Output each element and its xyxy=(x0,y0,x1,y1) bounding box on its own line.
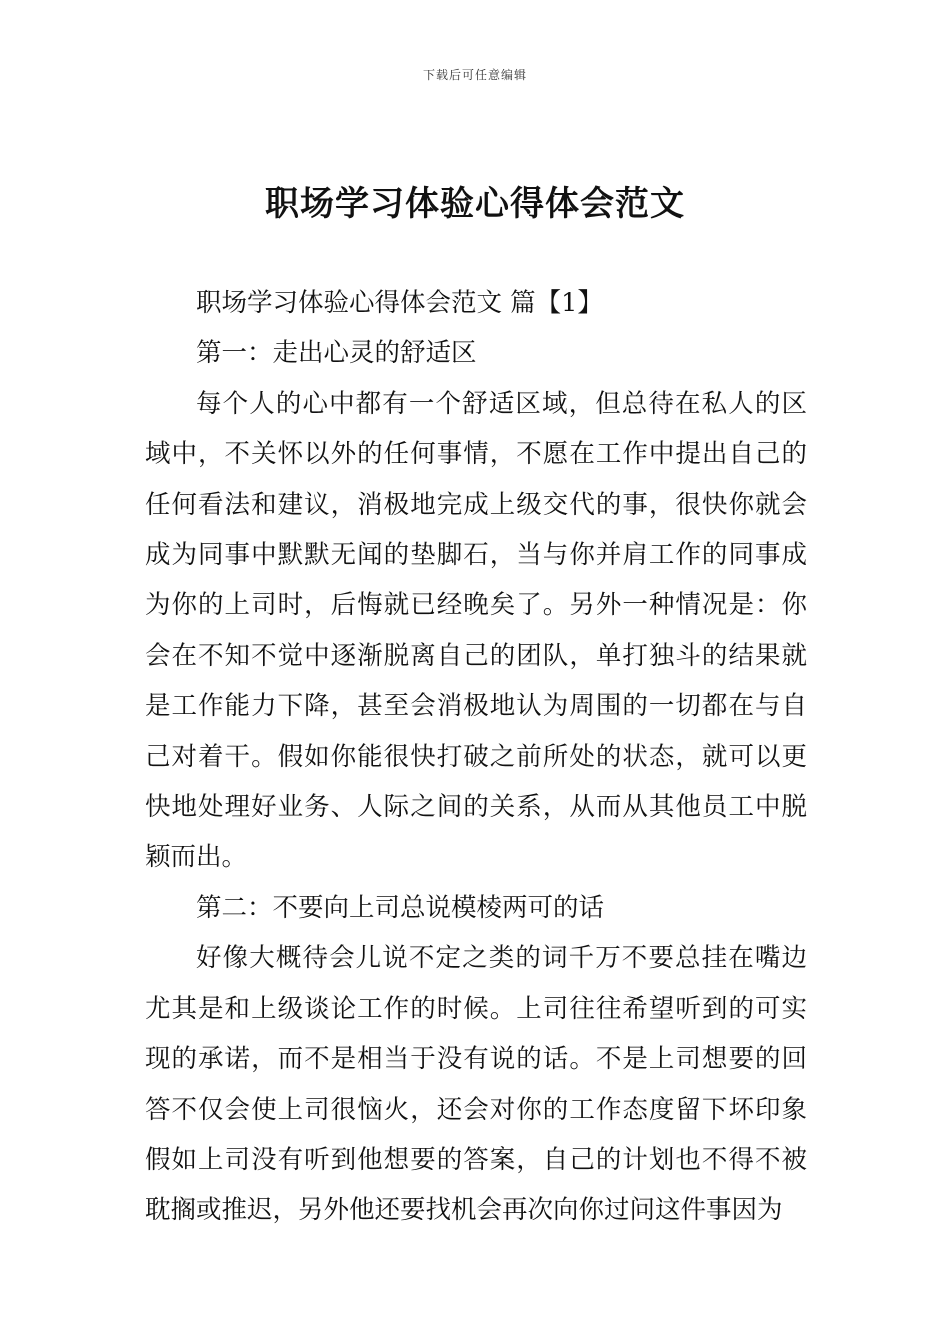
body-paragraph: 好像大概待会儿说不定之类的词千万不要总挂在嘴边尤其是和上级谈论工作的时候。上司往往希望听到的可实现的承诺，而不是相当于没有说的话。不是上司想要的回答不仅会使上司很恼火，还会对你的工作态度留下坏印象假如上司没有听到他想要的答案，自己的计划也不得不被耽搁或推迟，另外他还要找机会再次向你过问这件事因为 xyxy=(145,943,807,1226)
subheading-first: 第一：走出心灵的舒适区 xyxy=(196,338,477,369)
body-paragraph: 每个人的心中都有一个舒适区域，但总待在私人的区域中，不关怀以外的任何事情，不愿在工作中提出自己的任何看法和建议，消极地完成上级交代的事，很快你就会成为同事中默默无闻的垫脚石，当与你并肩工作的同事成为你的上司时，后悔就已经晚矣了。另外一种情况是：你会在不知不觉中逐渐脱离自己的团队，单打独斗的结果就是工作能力下降，甚至会消极地认为周围的一切都在与自己对着干。假如你能很快打破之前所处的状态，就可以更快地处理好业务、人际之间的关系，从而从其他员工中脱颖而出。 xyxy=(145,388,807,873)
document-body xyxy=(145,278,807,1236)
subheading-second: 第二：不要向上司总说模棱两可的话 xyxy=(196,892,605,923)
header-note: 下载后可任意编辑 xyxy=(422,68,527,82)
document-title: 职场学习体验心得体会范文 xyxy=(265,184,685,224)
section-heading: 职场学习体验心得体会范文 篇【1】 xyxy=(196,288,603,318)
